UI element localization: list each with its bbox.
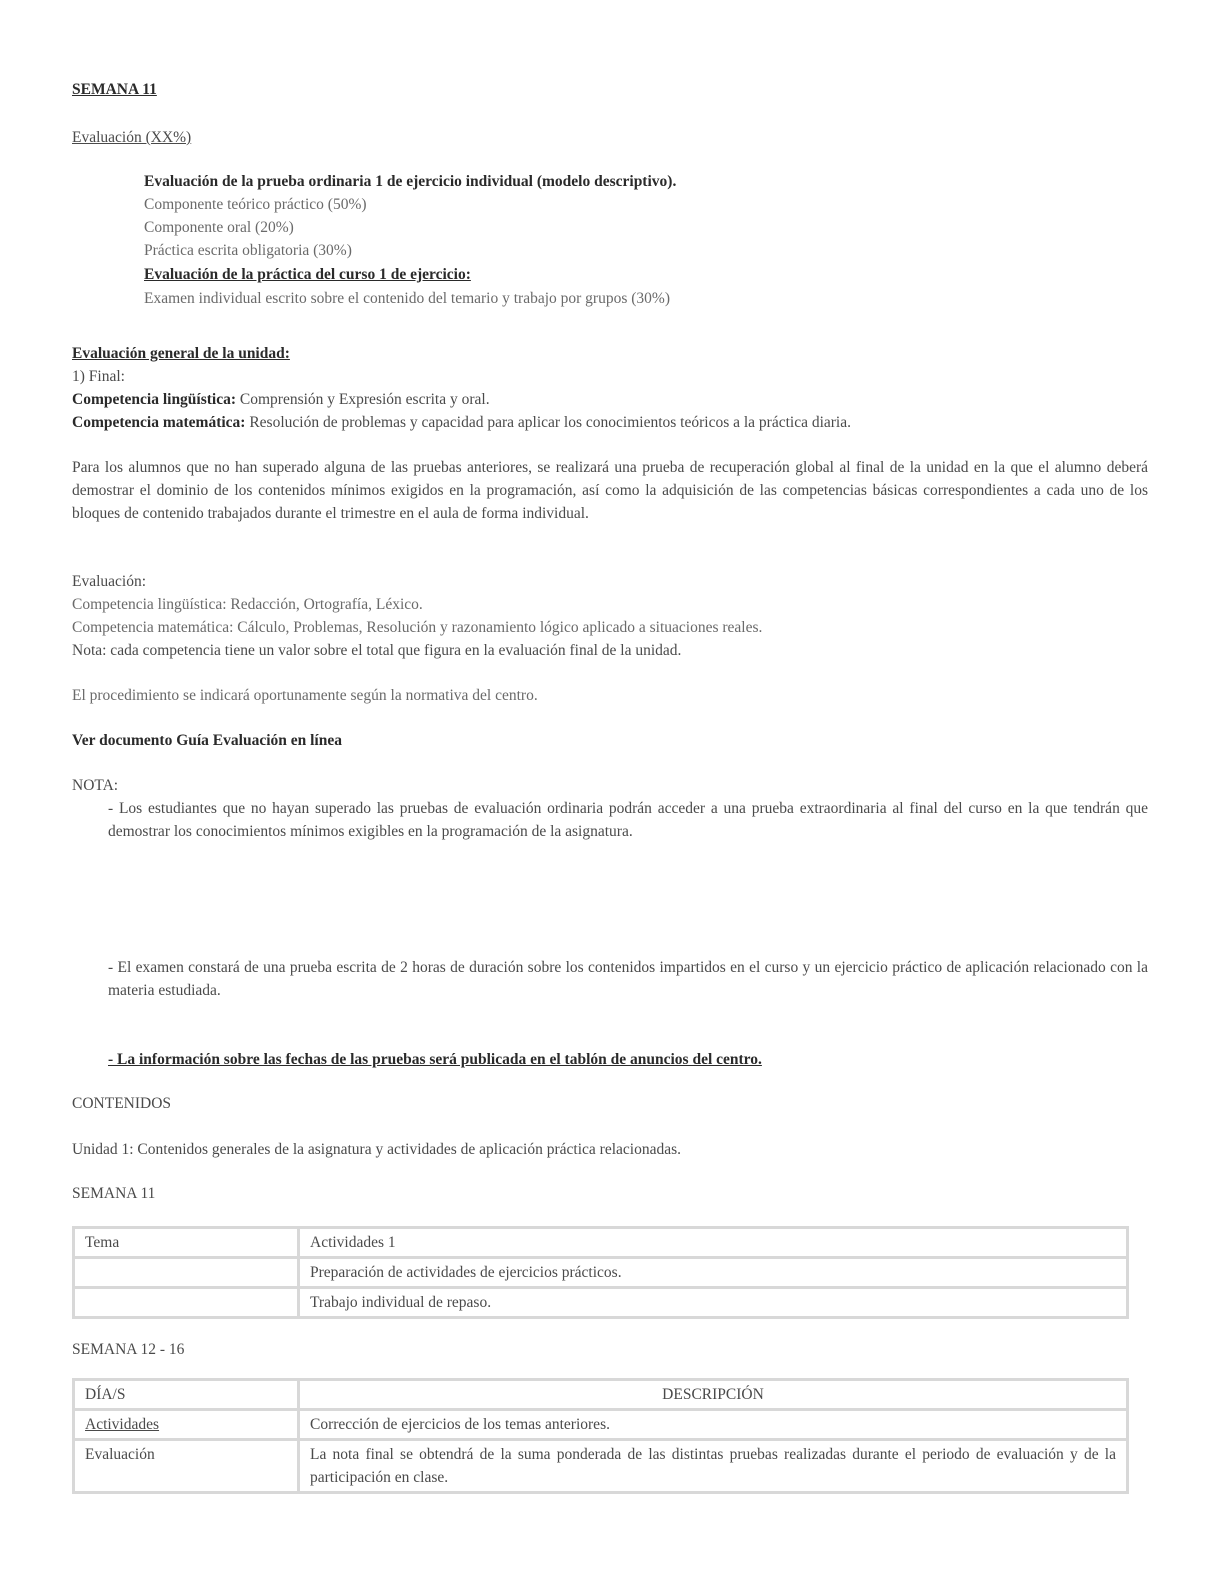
evaluation-2-title: Evaluación: [72, 573, 147, 590]
general-eval-sub: 1) Final: [72, 368, 125, 385]
general-eval-line-2 [72, 411, 851, 434]
page-heading: SEMANA 11 [72, 81, 157, 98]
table-cell: Trabajo individual de repaso. [299, 1288, 1128, 1318]
gray-note: El procedimiento se indicará oportunamente según la normativa del centro. [72, 687, 538, 704]
contenidos-line: Unidad 1: Contenidos generales de la asignatura y actividades de aplicación práctica relacionadas. [72, 1141, 681, 1158]
table-cell: Tema [74, 1228, 299, 1258]
table-cell: Preparación de actividades de ejercicios prácticos. [299, 1258, 1128, 1288]
general-eval-line-1 [72, 388, 490, 411]
eval-item-5: Evaluación de la práctica del curso 1 de ejercicio: [144, 266, 471, 283]
table-cell: La nota final se obtendrá de la suma ponderada de las distintas pruebas realizadas durante el periodo de evaluación y de la participación en clase. [299, 1440, 1128, 1493]
table-header-cell: DESCRIPCIÓN [299, 1380, 1128, 1410]
nota-paragraph-2: - El examen constará de una prueba escrita de 2 horas de duración sobre los contenidos impartidos en el curso y un ejercicio práctico de aplicación relacionado con la materia estudiada. [108, 959, 1148, 999]
semana-12-16-table [72, 1378, 1129, 1494]
eval-item-6: Examen individual escrito sobre el contenido del temario y trabajo por grupos (30%) [144, 290, 670, 307]
semana-11-title: SEMANA 11 [72, 1185, 156, 1202]
note-paragraph: Para los alumnos que no han superado alguna de las pruebas anteriores, se realizará una prueba de recuperación global al final de la unidad en la que el alumno deberá demostrar el dominio de los contenidos mínimos exigidos en la programación, así como la adquisición de las competencias básicas correspondientes a cada uno de los bloques de contenido trabajados durante el trimestre en el aula de forma individual. [72, 459, 1148, 522]
nota-paragraph-3: - La información sobre las fechas de las pruebas será publicada en el tablón de anuncios del centro. [108, 1051, 762, 1068]
table-cell: Actividades [74, 1410, 299, 1440]
table-row [74, 1258, 1128, 1288]
competence-label: Competencia lingüística: [72, 391, 237, 408]
evaluation-2-line-1: Competencia lingüística: Redacción, Ortografía, Léxico. [72, 596, 423, 613]
competence-text: Resolución de problemas y capacidad para aplicar los conocimientos teóricos a la práctica diaria. [245, 414, 851, 431]
table-cell: Corrección de ejercicios de los temas anteriores. [299, 1410, 1128, 1440]
contenidos-title: CONTENIDOS [72, 1095, 172, 1112]
competence-text: Comprensión y Expresión escrita y oral. [236, 391, 490, 408]
table-row [74, 1440, 1128, 1493]
eval-item-4: Práctica escrita obligatoria (30%) [144, 242, 352, 259]
nota-title: NOTA: [72, 777, 119, 794]
eval-item-2: Componente teórico práctico (50%) [144, 196, 367, 213]
table-row [74, 1410, 1128, 1440]
table-row [74, 1228, 1128, 1258]
eval-item-1: Evaluación de la prueba ordinaria 1 de ejercicio individual (modelo descriptivo). [144, 173, 677, 190]
nota-paragraph-1: - Los estudiantes que no hayan superado las pruebas de evaluación ordinaria podrán acceder a una prueba extraordinaria al final del curso en la que tendrán que demostrar los conocimientos mínimos exigibles en la programación de la asignatura. [108, 800, 1148, 840]
evaluation-title: Evaluación (XX%) [72, 129, 192, 146]
competence-label: Competencia matemática: [72, 414, 246, 431]
evaluation-2-line-2: Competencia matemática: Cálculo, Problemas, Resolución y razonamiento lógico aplicado a situaciones reales. [72, 619, 763, 636]
semana-11-table [72, 1226, 1129, 1319]
table-cell [74, 1258, 299, 1288]
table-header-row [74, 1380, 1128, 1410]
table-cell: Evaluación [74, 1440, 299, 1493]
table-row [74, 1288, 1128, 1318]
document-reference: Ver documento Guía Evaluación en línea [72, 732, 342, 749]
semana-12-16-title: SEMANA 12 - 16 [72, 1341, 185, 1358]
evaluation-2-line-3: Nota: cada competencia tiene un valor sobre el total que figura en la evaluación final de la unidad. [72, 642, 682, 659]
table-header-cell: DÍA/S [74, 1380, 299, 1410]
table-cell [74, 1288, 299, 1318]
table-cell: Actividades 1 [299, 1228, 1128, 1258]
general-eval-title: Evaluación general de la unidad: [72, 345, 290, 362]
eval-item-3: Componente oral (20%) [144, 219, 294, 236]
